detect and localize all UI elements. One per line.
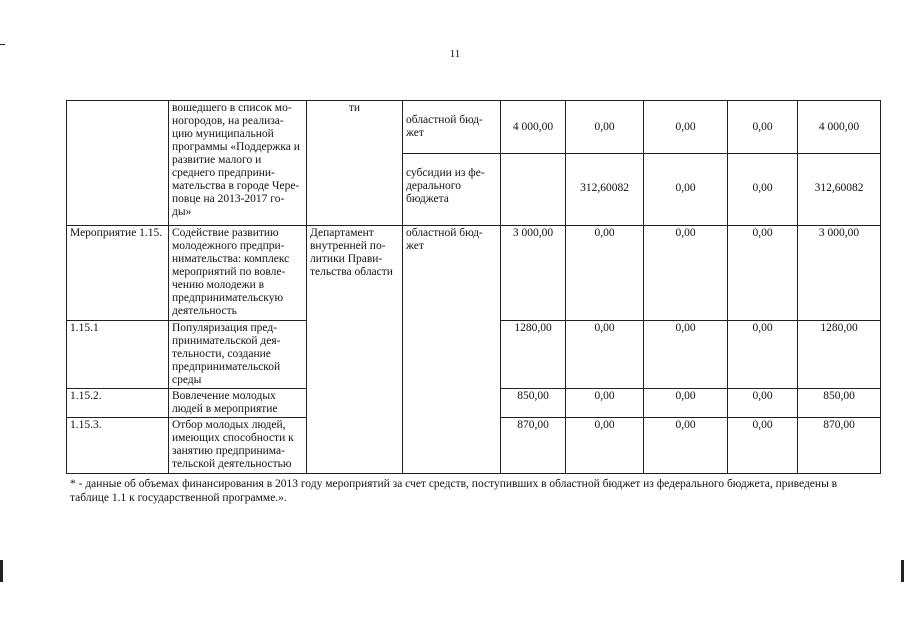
table-cell-year-2: 0,00 [644,101,728,154]
scan-edge-mark [0,44,5,45]
table-cell-year-1: 0,00 [566,418,644,474]
table-cell-year-4: 870,00 [798,418,881,474]
table-cell-id [67,101,169,226]
table-cell-year-1: 0,00 [566,389,644,418]
table-cell-year-1: 312,60082 [566,154,644,226]
table-cell-year-1: 0,00 [566,321,644,389]
table-cell-year-4: 312,60082 [798,154,881,226]
scan-edge-mark [0,560,3,582]
table-cell-year-3: 0,00 [728,321,798,389]
table-cell-year-2: 0,00 [644,226,728,321]
table-cell-source: субсидии из фе-дерального бюджета [403,154,501,226]
table-cell-year-1: 0,00 [566,226,644,321]
table-cell-year-3: 0,00 [728,154,798,226]
table-cell-year-3: 0,00 [728,418,798,474]
table-cell-total [501,154,566,226]
table-cell-name: Вовлечение молодых людей в мероприятие [169,389,307,418]
budget-table [66,100,881,474]
table-cell-year-2: 0,00 [644,321,728,389]
table-cell-total: 850,00 [501,389,566,418]
table-cell-year-4: 4 000,00 [798,101,881,154]
table-row [67,101,881,154]
table-cell-year-3: 0,00 [728,101,798,154]
table-cell-source: областной бюд-жет [403,101,501,154]
table-cell-year-2: 0,00 [644,389,728,418]
table-cell-total: 4 000,00 [501,101,566,154]
table-cell-id: 1.15.3. [67,418,169,474]
table-cell-year-4: 850,00 [798,389,881,418]
table-cell-id: Мероприятие 1.15. [67,226,169,321]
table-cell-source: областной бюд-жет [403,226,501,474]
table-cell-year-2: 0,00 [644,418,728,474]
table-cell-year-3: 0,00 [728,226,798,321]
table-cell-year-4: 1280,00 [798,321,881,389]
table-cell-executor: Департамент внутренней по-литики Прави-тельства области [307,226,403,474]
table-cell-total: 3 000,00 [501,226,566,321]
table-cell-year-3: 0,00 [728,389,798,418]
table-cell-name: вошедшего в список мо-ногородов, на реализа-цию муниципальной программы «Поддержка и развитие малого и среднего предприни-мательства в городе Чере-повце на 2013-2017 го-ды» [169,101,307,226]
table-cell-id: 1.15.2. [67,389,169,418]
table-cell-year-2: 0,00 [644,154,728,226]
table-cell-total: 870,00 [501,418,566,474]
footnote: * - данные об объемах финансирования в 2013 году мероприятий за счет средств, поступивших в областной бюджет из федерального бюджета, приведены в таблице 1.1 к государственной программе.». [70,478,838,504]
table-cell-name: Отбор молодых людей, имеющих способности к занятию предпринима-тельской деятельностью [169,418,307,474]
table-cell-year-1: 0,00 [566,101,644,154]
table-cell-total: 1280,00 [501,321,566,389]
table-cell-id: 1.15.1 [67,321,169,389]
scan-edge-mark [901,560,904,582]
table-cell-year-4: 3 000,00 [798,226,881,321]
table-cell-executor: ти [307,101,403,226]
table-cell-name: Популяризация пред-принимательской дея-тельности, создание предпринимательской среды [169,321,307,389]
table-cell-name: Содействие развитию молодежного предпри-нимательства: комплекс мероприятий по вовле-чению молодежи в предпринимательскую деятельность [169,226,307,321]
page-number: 11 [449,48,461,60]
table-row [67,226,881,321]
